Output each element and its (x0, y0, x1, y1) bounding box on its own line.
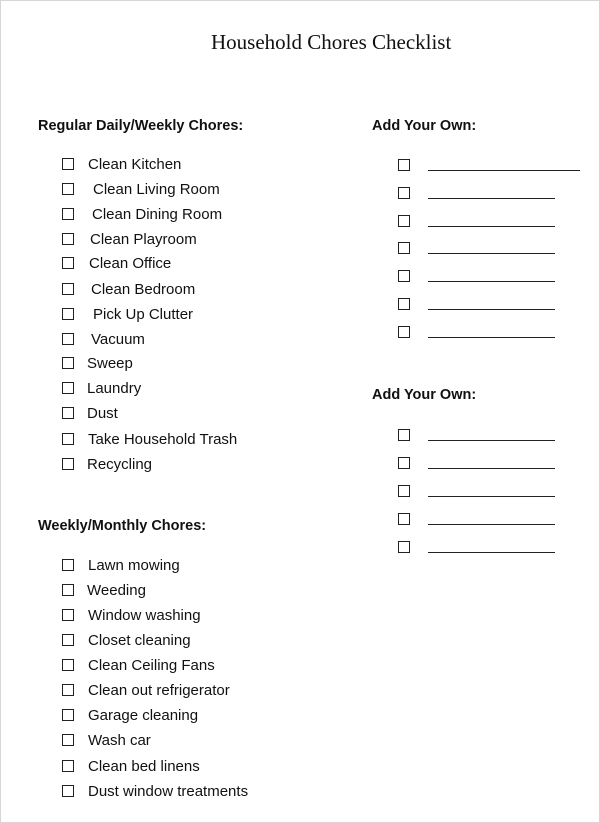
chore-item[interactable] (62, 279, 195, 299)
write-in-line[interactable] (428, 337, 555, 338)
chore-item[interactable] (62, 154, 181, 174)
chore-item[interactable] (62, 730, 151, 750)
chore-item[interactable] (62, 179, 220, 199)
chore-label: Clean out refrigerator (88, 681, 230, 699)
checkbox[interactable] (398, 298, 410, 310)
checkbox[interactable] (398, 159, 410, 171)
checkbox[interactable] (62, 257, 74, 269)
custom-chore-row[interactable] (398, 183, 555, 203)
checkbox[interactable] (398, 215, 410, 227)
checkbox[interactable] (62, 559, 74, 571)
write-in-line[interactable] (428, 198, 555, 199)
custom-chore-row[interactable] (398, 481, 555, 501)
daily-weekly-heading: Regular Daily/Weekly Chores: (38, 118, 244, 134)
checkbox[interactable] (398, 270, 410, 282)
chore-label: Lawn mowing (88, 556, 180, 574)
checkbox[interactable] (398, 187, 410, 199)
chore-label: Dust (87, 404, 118, 422)
checkbox[interactable] (62, 609, 74, 621)
checkbox[interactable] (398, 541, 410, 553)
weekly-monthly-heading: Weekly/Monthly Chores: (38, 518, 207, 534)
write-in-line[interactable] (428, 170, 580, 171)
checkbox[interactable] (398, 457, 410, 469)
chore-label: Weeding (87, 581, 146, 599)
chore-item[interactable] (62, 454, 152, 474)
chore-item[interactable] (62, 680, 230, 700)
chore-item[interactable] (62, 304, 193, 324)
checkbox[interactable] (398, 513, 410, 525)
custom-chore-row[interactable] (398, 294, 555, 314)
chore-item[interactable] (62, 204, 222, 224)
checkbox[interactable] (62, 785, 74, 797)
chore-item[interactable] (62, 756, 200, 776)
write-in-line[interactable] (428, 226, 555, 227)
chore-label: Wash car (88, 731, 151, 749)
write-in-line[interactable] (428, 309, 555, 310)
chore-item[interactable] (62, 253, 171, 273)
checkbox[interactable] (62, 208, 74, 220)
write-in-line[interactable] (428, 496, 555, 497)
chore-item[interactable] (62, 781, 248, 801)
write-in-line[interactable] (428, 281, 555, 282)
custom-chore-row[interactable] (398, 155, 580, 175)
write-in-line[interactable] (428, 253, 555, 254)
chore-item[interactable] (62, 353, 133, 373)
chore-item[interactable] (62, 555, 180, 575)
write-in-line[interactable] (428, 468, 555, 469)
chore-label: Clean Living Room (93, 180, 220, 198)
chore-item[interactable] (62, 605, 201, 625)
checkbox[interactable] (62, 659, 74, 671)
checkbox[interactable] (62, 634, 74, 646)
chore-label: Recycling (87, 455, 153, 473)
write-in-line[interactable] (428, 524, 555, 525)
checkbox[interactable] (62, 333, 74, 345)
checkbox[interactable] (62, 584, 74, 596)
checkbox[interactable] (62, 233, 74, 245)
chore-item[interactable] (62, 630, 191, 650)
chore-label: Clean Dining Room (92, 205, 223, 223)
checkbox[interactable] (398, 242, 410, 254)
chore-item[interactable] (62, 229, 197, 249)
checkbox[interactable] (62, 308, 74, 320)
add-your-own-heading: Add Your Own: (372, 387, 477, 403)
chore-item[interactable] (62, 378, 141, 398)
custom-chore-row[interactable] (398, 509, 555, 529)
checkbox[interactable] (398, 429, 410, 441)
custom-chore-row[interactable] (398, 211, 555, 231)
checkbox[interactable] (62, 382, 74, 394)
chore-label: Clean bed linens (88, 757, 200, 775)
custom-chore-row[interactable] (398, 453, 555, 473)
chore-label: Clean Playroom (90, 230, 197, 248)
chore-label: Garage cleaning (88, 706, 199, 724)
write-in-line[interactable] (428, 440, 555, 441)
custom-chore-row[interactable] (398, 322, 555, 342)
checkbox[interactable] (398, 485, 410, 497)
checkbox[interactable] (62, 407, 74, 419)
chore-item[interactable] (62, 403, 118, 423)
checkbox[interactable] (398, 326, 410, 338)
chore-label: Clean Bedroom (91, 280, 196, 298)
checkbox[interactable] (62, 684, 74, 696)
checkbox[interactable] (62, 158, 74, 170)
chore-item[interactable] (62, 429, 237, 449)
checkbox[interactable] (62, 734, 74, 746)
checkbox[interactable] (62, 760, 74, 772)
custom-chore-row[interactable] (398, 266, 555, 286)
checkbox[interactable] (62, 357, 74, 369)
chore-label: Take Household Trash (88, 430, 238, 448)
chore-item[interactable] (62, 580, 146, 600)
chore-item[interactable] (62, 705, 198, 725)
checkbox[interactable] (62, 183, 74, 195)
chore-label: Sweep (87, 354, 133, 372)
chore-label: Window washing (88, 606, 201, 624)
chore-label: Clean Office (89, 254, 172, 272)
checkbox[interactable] (62, 283, 74, 295)
chore-label: Dust window treatments (88, 782, 249, 800)
chore-label: Clean Kitchen (88, 155, 182, 173)
checkbox[interactable] (62, 458, 74, 470)
custom-chore-row[interactable] (398, 238, 555, 258)
page-title: Household Chores Checklist (211, 30, 452, 54)
chore-label: Closet cleaning (88, 631, 191, 649)
chore-item[interactable] (62, 655, 215, 675)
chore-item[interactable] (62, 329, 145, 349)
custom-chore-row[interactable] (398, 425, 555, 445)
chore-label: Laundry (87, 379, 142, 397)
chore-label: Clean Ceiling Fans (88, 656, 215, 674)
chore-label: Pick Up Clutter (93, 305, 194, 323)
write-in-line[interactable] (428, 552, 555, 553)
checkbox[interactable] (62, 709, 74, 721)
checkbox[interactable] (62, 433, 74, 445)
add-your-own-heading: Add Your Own: (372, 118, 477, 134)
custom-chore-row[interactable] (398, 537, 555, 557)
chore-label: Vacuum (91, 330, 145, 348)
